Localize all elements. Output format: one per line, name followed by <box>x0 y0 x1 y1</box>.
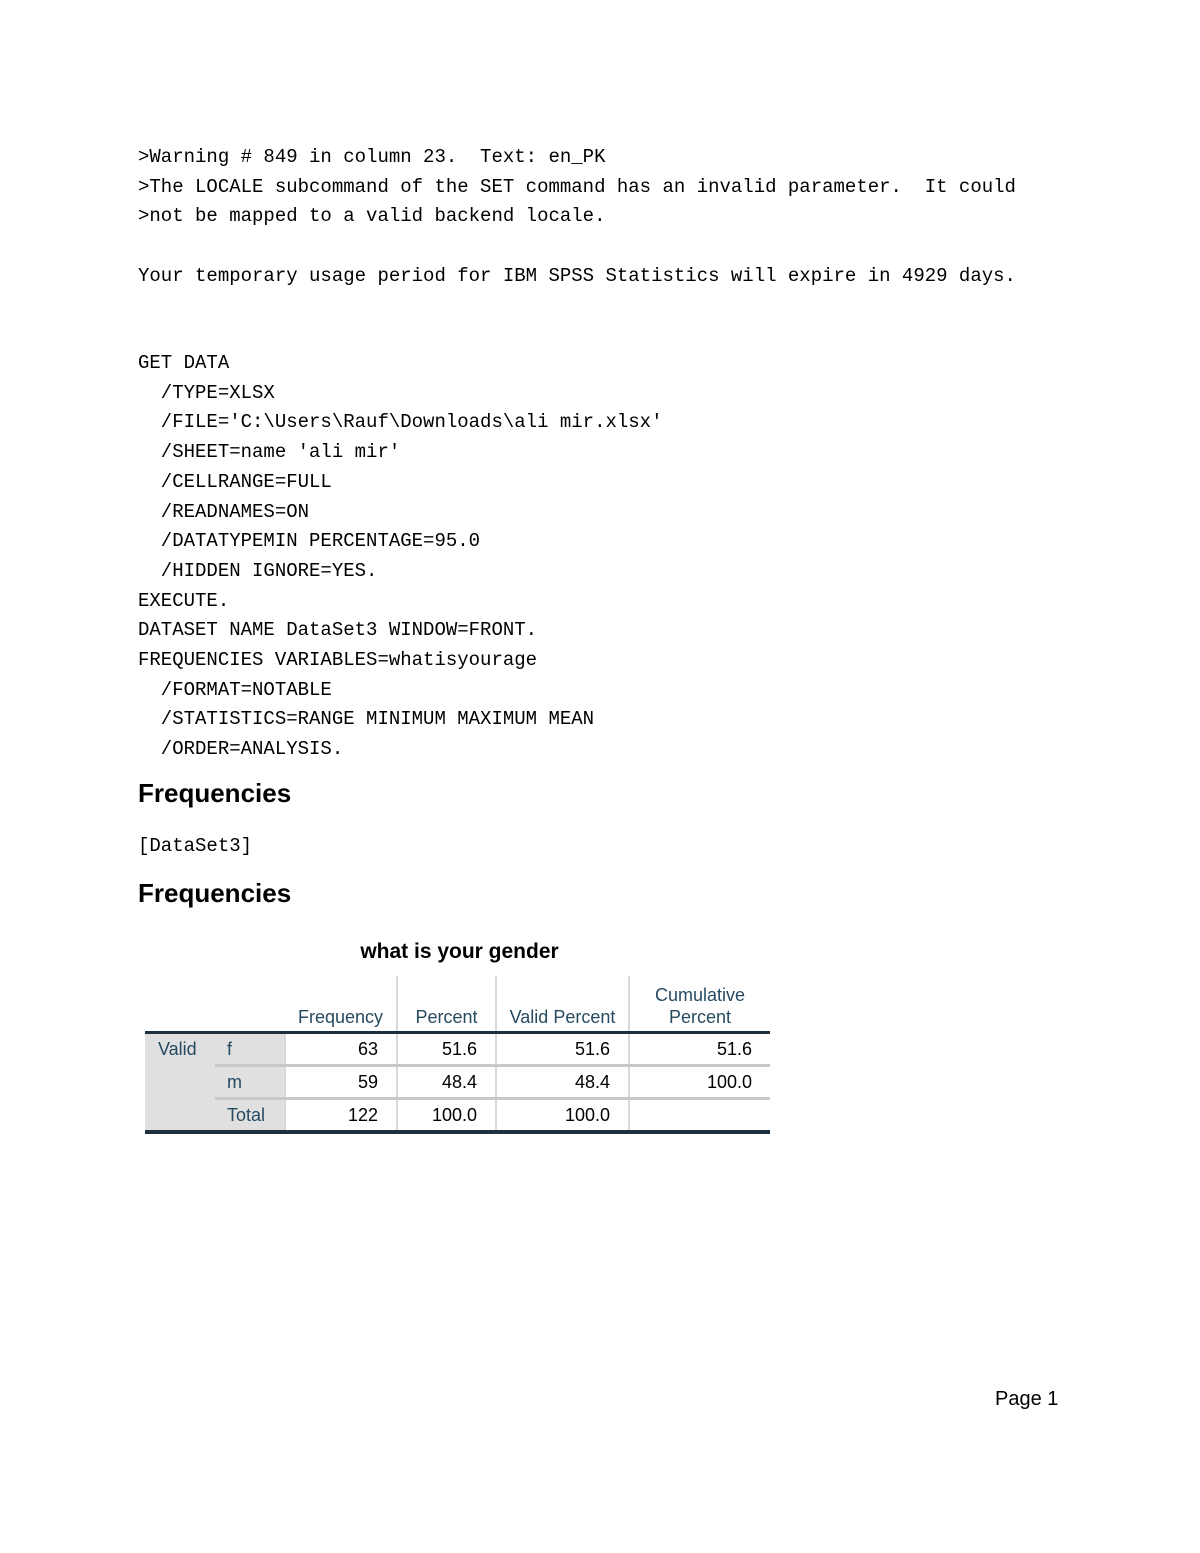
dataset-tag: [DataSet3] <box>138 835 253 857</box>
license-line: Your temporary usage period for IBM SPSS Statistics will expire in 4929 days. <box>138 265 1016 287</box>
table-row <box>145 1033 770 1066</box>
cell-cumulative-percent: 100.0 <box>629 1066 770 1099</box>
cell-percent: 100.0 <box>397 1099 496 1133</box>
row-group-label: Valid <box>145 1033 215 1133</box>
syntax-line: /DATATYPEMIN PERCENTAGE=95.0 <box>138 530 481 553</box>
syntax-line: GET DATA <box>138 352 230 374</box>
syntax-line: FREQUENCIES VARIABLES=whatisyourage <box>138 649 538 672</box>
cell-percent: 48.4 <box>397 1066 496 1099</box>
cell-percent: 51.6 <box>397 1033 496 1066</box>
syntax-line: /STATISTICS=RANGE MINIMUM MAXIMUM MEAN <box>138 708 595 731</box>
header-line: Percent <box>668 1007 732 1027</box>
syntax-line: /FORMAT=NOTABLE <box>138 678 332 701</box>
syntax-line: /CELLRANGE=FULL <box>138 470 332 493</box>
syntax-line: DATASET NAME DataSet3 WINDOW=FRONT. <box>138 619 538 642</box>
row-label: Total <box>215 1099 285 1133</box>
table-header-row <box>145 976 770 1033</box>
license-notice <box>138 262 1016 292</box>
cell-valid-percent: 100.0 <box>496 1099 629 1133</box>
syntax-line: /FILE='C:\Users\Rauf\Downloads\ali mir.xlsx' <box>138 411 663 434</box>
warning-line: >Warning # 849 in column 23. Text: en_PK <box>138 146 606 168</box>
header-blank <box>215 976 285 1033</box>
syntax-line: /ORDER=ANALYSIS. <box>138 738 344 761</box>
syntax-line: /READNAMES=ON <box>138 500 310 523</box>
table-row <box>145 1066 770 1099</box>
row-label: m <box>215 1066 285 1099</box>
row-label: f <box>215 1033 285 1066</box>
cell-valid-percent: 51.6 <box>496 1033 629 1066</box>
cell-frequency: 59 <box>285 1066 397 1099</box>
syntax-line: /TYPE=XLSX <box>138 381 275 404</box>
syntax-line: EXECUTE. <box>138 589 230 612</box>
frequencies-heading: Frequencies <box>138 778 292 808</box>
syntax-line: /SHEET=name 'ali mir' <box>138 441 401 464</box>
warning-log <box>138 143 1016 232</box>
cell-valid-percent: 48.4 <box>496 1066 629 1099</box>
column-header-valid-percent: Valid Percent <box>496 976 629 1033</box>
warning-line: >The LOCALE subcommand of the SET command has an invalid parameter. It could <box>138 175 1016 198</box>
frequency-table <box>145 976 770 1134</box>
syntax-line: /HIDDEN IGNORE=YES. <box>138 559 378 582</box>
frequencies-heading-table: Frequencies <box>138 878 292 908</box>
header-blank <box>145 976 215 1033</box>
page-number: Page 1 <box>995 1388 1059 1410</box>
column-header-frequency: Frequency <box>285 976 397 1033</box>
cell-frequency: 63 <box>285 1033 397 1066</box>
column-header-cumulative-percent <box>629 976 770 1033</box>
warning-line: >not be mapped to a valid backend locale. <box>138 205 606 228</box>
header-line: Cumulative <box>654 985 746 1005</box>
cell-frequency: 122 <box>285 1099 397 1133</box>
table-row-total <box>145 1099 770 1133</box>
syntax-block <box>138 349 663 765</box>
cell-cumulative-percent: 51.6 <box>629 1033 770 1066</box>
table-title: what is your gender <box>360 940 559 963</box>
column-header-percent: Percent <box>397 976 496 1033</box>
cell-cumulative-percent <box>629 1099 770 1133</box>
